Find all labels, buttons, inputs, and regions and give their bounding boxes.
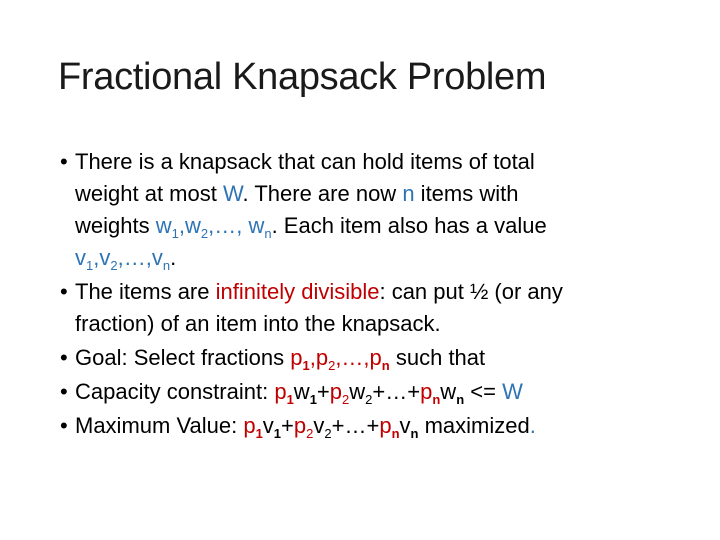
- final-period: .: [529, 413, 536, 438]
- term-p2: $p_2$: [293, 413, 314, 441]
- bullet-maximum-value: • Maximum Value: $p_1v_1+p_2v_2+\dots+p_nv_n$ maximized.: [60, 410, 700, 442]
- term-p2: $p_2$: [329, 379, 350, 407]
- bullet-list: [60, 146, 700, 444]
- term-pn: $p_n$: [420, 379, 441, 407]
- term-p1: $p_1$: [274, 379, 294, 407]
- term-vn: $v_n$: [399, 413, 419, 441]
- fraction-pn: $p_n$: [369, 345, 390, 373]
- term-v1: $v_1$: [262, 413, 282, 441]
- capacity-symbol: W: [222, 181, 243, 206]
- term-w1: $w_1$: [293, 379, 317, 407]
- bullet-goal: • Goal: Select fractions $p_1,p_2,\dots,p_n$ such that: [60, 342, 700, 374]
- bullet-knapsack-definition: [60, 146, 700, 274]
- infinitely-divisible-phrase: infinitely divisible: [215, 279, 380, 304]
- bullet-1-line-1: • There is a knapsack that can hold items of total: [75, 149, 535, 174]
- bullet-capacity-constraint: • Capacity constraint: $p_1w_1+p_2w_2+\dots+p_nw_n <= W$: [60, 376, 700, 408]
- weight-w1: $w_1$: [155, 213, 179, 241]
- weight-w2: $w_2$: [184, 213, 209, 241]
- item-count-symbol: n: [402, 181, 415, 206]
- weight-wn: $w_n$: [248, 213, 272, 241]
- capacity-W: W: [502, 379, 523, 404]
- bullet-2-line-1: • The items are infinitely divisible: can put ½ (or any: [75, 279, 563, 304]
- value-v1: $v_1$: [75, 245, 94, 273]
- value-v2: $v_2$: [99, 245, 118, 273]
- bullet-1-line-2: weight at most W. There are now n items with: [75, 181, 519, 206]
- bullet-1-line-4: $v_1,v_2,\dots,v_n$.: [75, 245, 177, 273]
- bullet-divisible: [60, 276, 700, 340]
- value-vn: $v_n$: [151, 245, 171, 273]
- fraction-p1: $p_1$: [290, 345, 310, 373]
- fraction-p2: $p_2$: [315, 345, 336, 373]
- bullet-1-line-3: weights $w_1,w_2,\dots$, $w_n$. Each item also has a value: [75, 213, 547, 241]
- term-wn: $w_n$: [440, 379, 465, 407]
- bullet-2-line-2: fraction) of an item into the knapsack.: [75, 311, 441, 336]
- term-pn: $p_n$: [379, 413, 400, 441]
- term-w2: $w_2$: [349, 379, 373, 407]
- slide-title: Fractional Knapsack Problem: [58, 56, 547, 98]
- term-v2: $v_2$: [313, 413, 332, 441]
- term-p1: $p_1$: [243, 413, 263, 441]
